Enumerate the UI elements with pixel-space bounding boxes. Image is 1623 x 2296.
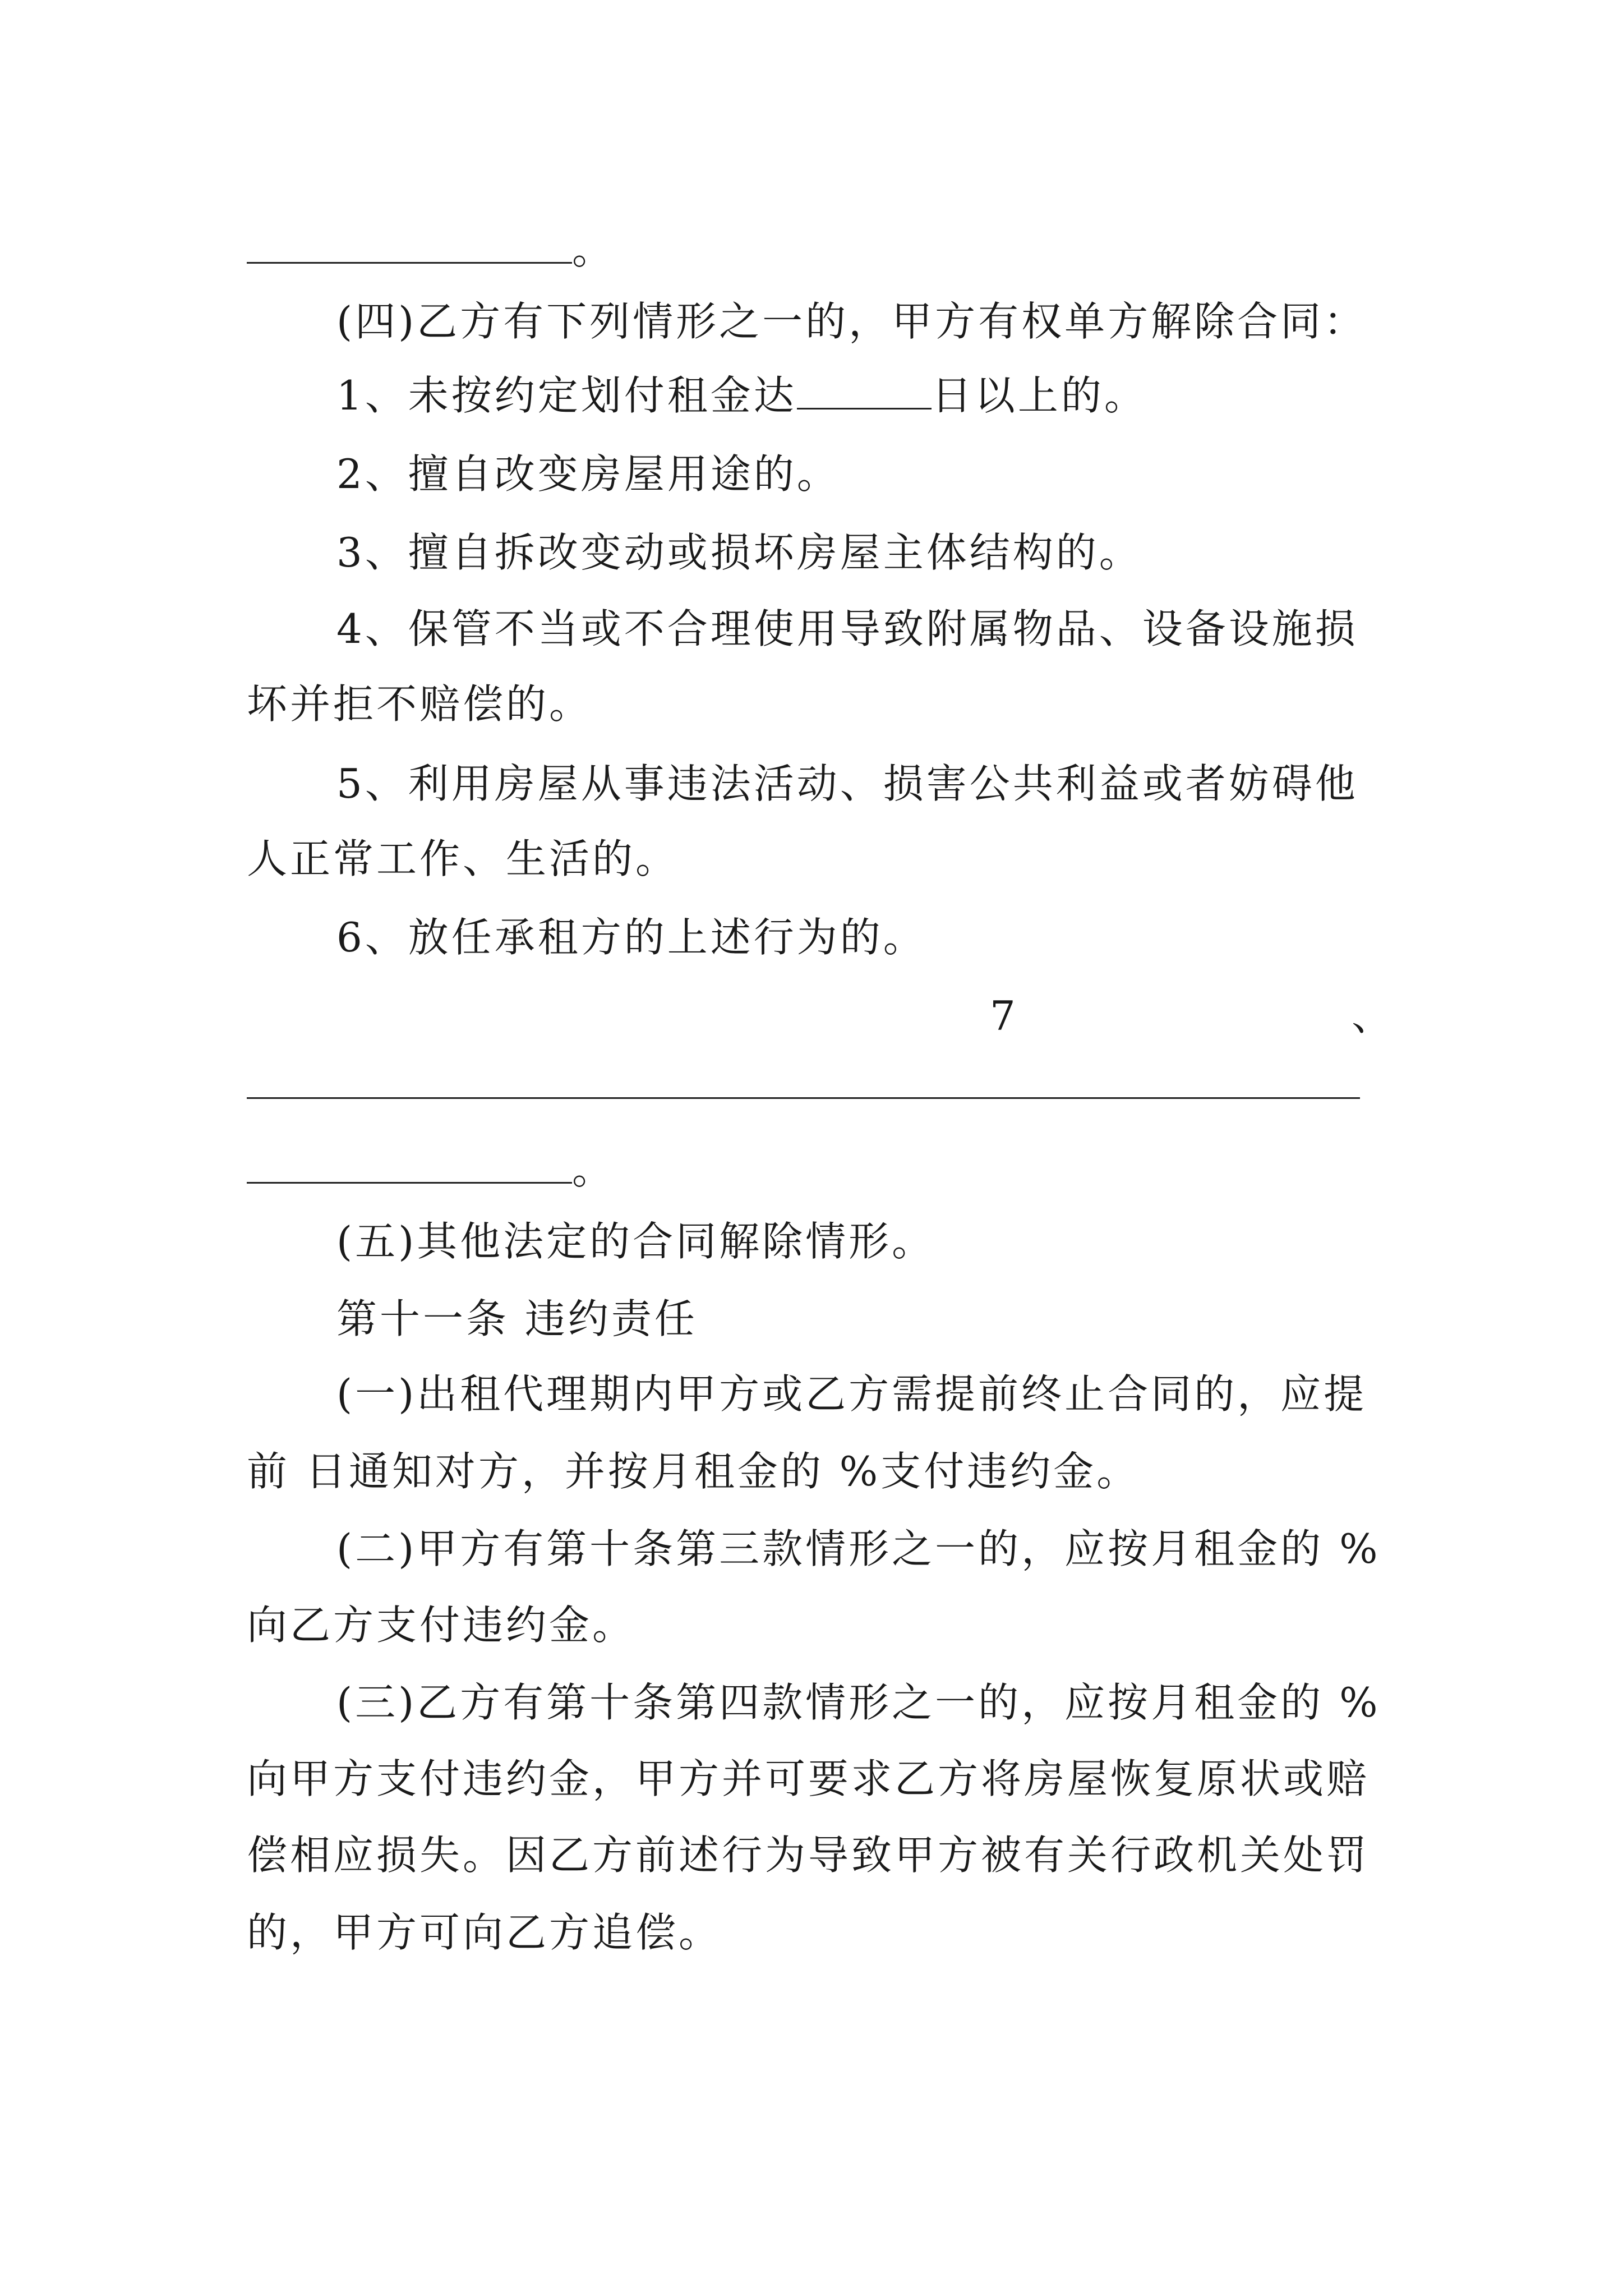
article-11-item-3: (三)乙方有第十条第四款情形之一的，应按月租金的 %	[336, 1679, 1381, 1726]
fill-blank	[247, 1179, 572, 1184]
article-11-item-3-cont-1: 向甲方支付违约金，甲方并可要求乙方将房屋恢复原状或赔	[247, 1755, 1370, 1802]
line-1	[247, 224, 615, 275]
article-11-item-1-cont: 前 日通知对方，并按月租金的 %支付违约金。	[247, 1448, 1140, 1495]
clause-4-item-5-cont: 人正常工作、生活的。	[247, 835, 679, 882]
clause-4-item-7-mark: 、	[1352, 992, 1395, 1039]
article-11-item-2-cont: 向乙方支付违约金。	[247, 1602, 636, 1649]
fill-blank	[247, 259, 572, 264]
line-text: 1、未按约定划付租金达	[336, 372, 797, 419]
article-11-item-3-cont-2: 偿相应损失。因乙方前述行为导致甲方被有关行政机关处罚	[247, 1832, 1370, 1879]
clause-4-heading: (四)乙方有下列情形之一的，甲方有权单方解除合同：	[336, 298, 1367, 345]
article-11-item-1: (一)出租代理期内甲方或乙方需提前终止合同的，应提	[336, 1370, 1367, 1418]
fill-line	[247, 1097, 1360, 1099]
line-blank-end	[247, 1144, 615, 1195]
clause-4-item-2: 2、擅自改变房屋用途的。	[336, 450, 840, 498]
article-11-item-3-cont-3: 的，甲方可向乙方追偿。	[247, 1909, 722, 1956]
clause-4-item-6: 6、放任承租方的上述行为的。	[336, 914, 926, 961]
fill-blank	[797, 404, 932, 409]
clause-4-item-4-cont: 坏并拒不赔偿的。	[247, 680, 593, 728]
clause-4-item-5: 5、利用房屋从事违法活动、损害公共利益或者妨碍他	[336, 760, 1358, 807]
clause-5: (五)其他法定的合同解除情形。	[336, 1218, 935, 1265]
clause-4-item-4: 4、保管不当或不合理使用导致附属物品、设备设施损	[336, 605, 1358, 652]
clause-4-item-7-number: 7	[990, 992, 1018, 1039]
article-11-heading: 第十一条 违约责任	[336, 1295, 698, 1342]
line-text: 日以上的。	[931, 372, 1147, 419]
article-11-item-2: (二)甲方有第十条第三款情形之一的，应按月租金的 %	[336, 1525, 1381, 1572]
line-text: 。	[572, 226, 616, 273]
line-text: 。	[572, 1146, 616, 1193]
clause-4-item-3: 3、擅自拆改变动或损坏房屋主体结构的。	[336, 529, 1142, 576]
clause-4-item-1	[336, 370, 1147, 421]
